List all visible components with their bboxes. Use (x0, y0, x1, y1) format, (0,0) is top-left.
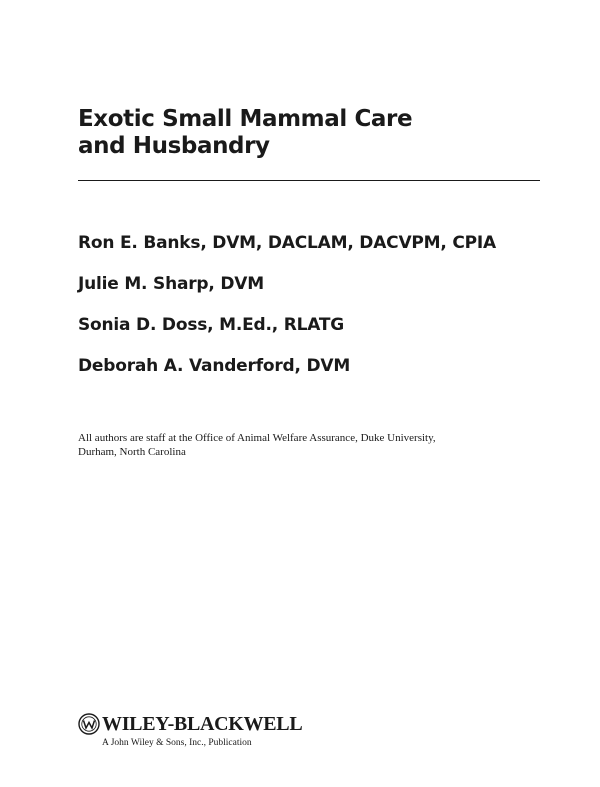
publisher-name: WILEY-BLACKWELL (102, 712, 303, 735)
author-2: Julie M. Sharp, DVM (78, 274, 264, 294)
publisher-imprint (78, 712, 338, 748)
book-title (78, 106, 548, 160)
book-title-line-1: Exotic Small Mammal Care (78, 106, 413, 132)
author-list (78, 233, 496, 397)
book-title-line-2: and Husbandry (78, 133, 270, 159)
affiliation-line-2: Durham, North Carolina (78, 446, 186, 458)
author-affiliation (78, 431, 498, 459)
author-1: Ron E. Banks, DVM, DACLAM, DACVPM, CPIA (78, 233, 496, 253)
wiley-logo-icon (78, 713, 100, 735)
title-divider (78, 180, 540, 181)
author-4: Deborah A. Vanderford, DVM (78, 356, 351, 376)
publisher-subtitle: A John Wiley & Sons, Inc., Publication (102, 738, 252, 748)
affiliation-line-1: All authors are staff at the Office of Animal Welfare Assurance, Duke University, (78, 432, 436, 444)
author-3: Sonia D. Doss, M.Ed., RLATG (78, 315, 345, 335)
